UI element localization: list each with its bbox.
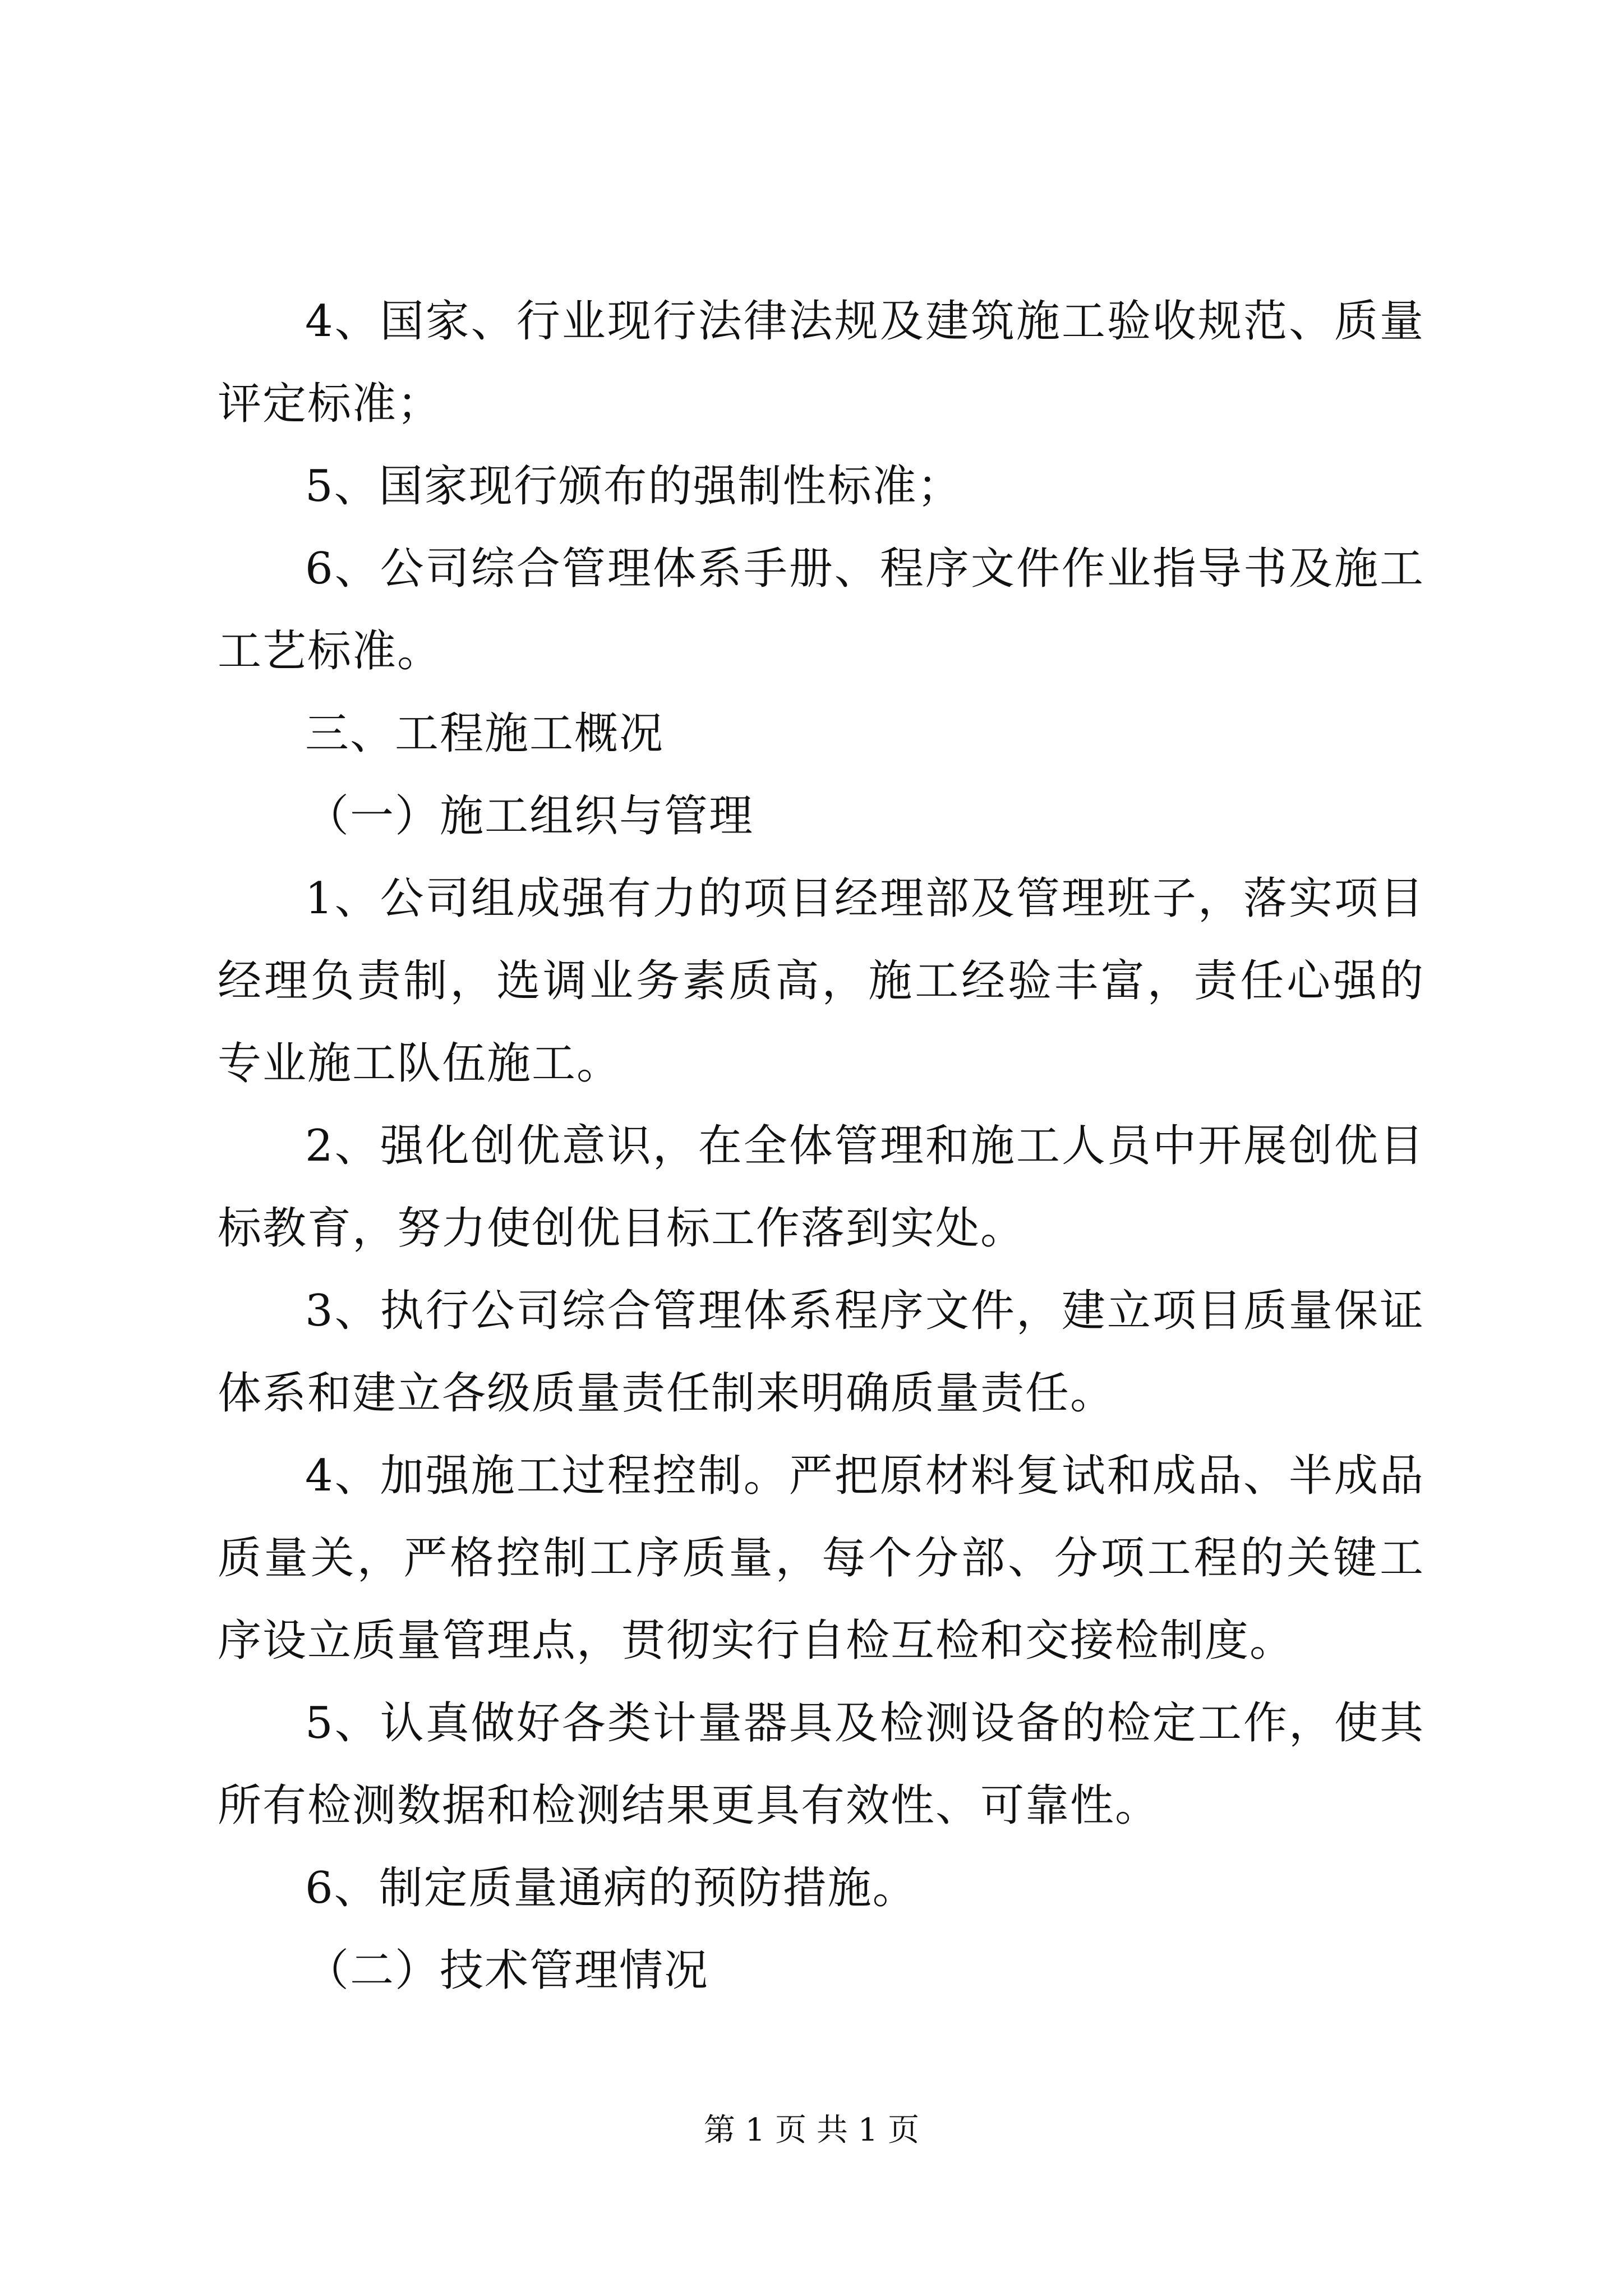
document-body <box>218 280 1424 2012</box>
page-number-footer: 第 1 页 共 1 页 <box>703 2112 920 2148</box>
paragraph-organization-2: 2、强化创优意识，在全体管理和施工人员中开展创优目标教育，努力使创优目标工作落到实处。 <box>218 1121 1424 1254</box>
paragraph-organization-5: 5、认真做好各类计量器具及检测设备的检定工作，使其所有检测数据和检测结果更具有效性、可靠性。 <box>218 1698 1424 1831</box>
paragraph-standards-5: 5、国家现行颁布的强制性标准； <box>305 461 962 512</box>
section-heading-construction-overview: 三、工程施工概况 <box>305 708 665 759</box>
paragraph-organization-4: 4、加强施工过程控制。严把原材料复试和成品、半成品质量关，严格控制工序质量，每个分部、分项工程的关键工序设立质量管理点，贯彻实行自检互检和交接检制度。 <box>218 1451 1424 1666</box>
paragraph-organization-3: 3、执行公司综合管理体系程序文件，建立项目质量保证体系和建立各级质量责任制来明确质量责任。 <box>218 1286 1424 1419</box>
paragraph-standards-6: 6、公司综合管理体系手册、程序文件作业指导书及施工工艺标准。 <box>218 544 1424 677</box>
paragraph-organization-1: 1、公司组成强有力的项目经理部及管理班子，落实项目经理负责制，选调业务素质高，施工经验丰富，责任心强的专业施工队伍施工。 <box>218 873 1424 1089</box>
subsection-heading-organization: （一）施工组织与管理 <box>305 791 754 841</box>
paragraph-standards-4: 4、国家、行业现行法律法规及建筑施工验收规范、质量评定标准； <box>218 296 1424 429</box>
paragraph-organization-6: 6、制定质量通病的预防措施。 <box>305 1863 917 1913</box>
subsection-heading-technical-management: （二）技术管理情况 <box>305 1945 709 1996</box>
